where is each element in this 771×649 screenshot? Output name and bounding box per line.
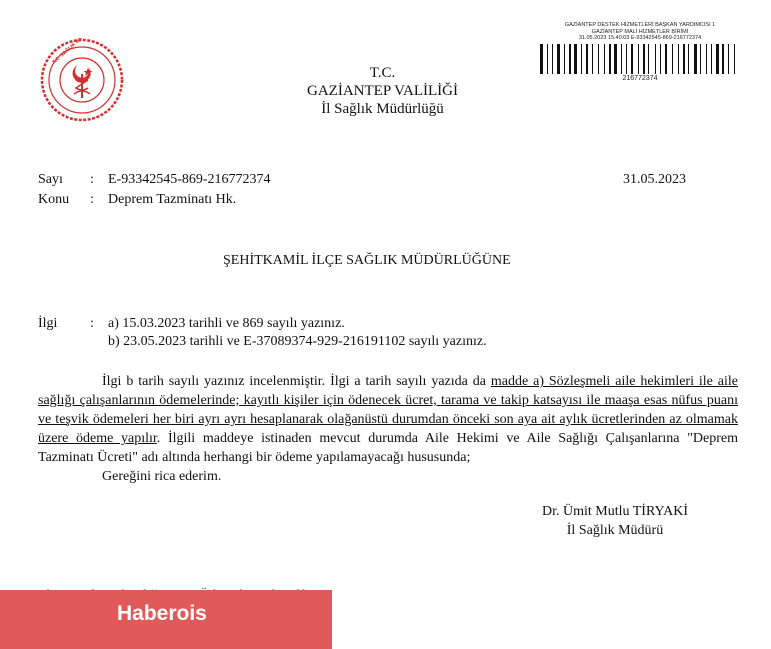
barcode-bar xyxy=(623,44,625,74)
letterhead xyxy=(260,64,505,118)
konu-colon: : xyxy=(90,192,94,207)
ilgi-b: b) 23.05.2023 tarihli ve E-37089374-929-216191102 sayılı yazınız. xyxy=(108,334,487,349)
barcode-bar xyxy=(592,44,593,74)
barcode-bar xyxy=(641,44,642,74)
barcode-bar xyxy=(609,44,611,74)
barcode-bar xyxy=(569,44,571,74)
barcode-bar xyxy=(665,44,667,74)
barcode-block xyxy=(540,22,740,82)
header-valilik: GAZİANTEP VALİLİĞİ xyxy=(307,83,458,99)
konu-label: Konu xyxy=(38,192,70,207)
recipient: ŞEHİTKAMİL İLÇE SAĞLIK MÜDÜRLÜĞÜNE xyxy=(223,253,511,268)
body-conclusion: . İlgili maddeye istinaden mevcut durumda Aile Hekimi ve Aile Sağlığı Çalışanlarına "Deprem Tazminatı Ücreti" adı altında herhangi bir ödeme yapılamayacağı hususunda; xyxy=(38,431,738,465)
barcode-bar xyxy=(544,44,545,74)
closing-line: Gereğini rica ederim. xyxy=(102,469,222,484)
barcode-bar xyxy=(583,44,585,74)
sayi-colon: : xyxy=(90,172,94,187)
barcode-bar xyxy=(572,44,573,74)
barcode-bar xyxy=(708,44,710,74)
body-intro: İlgi b tarih sayılı yazınız incelenmiştir. İlgi a tarih sayılı yazıda da xyxy=(102,374,491,389)
barcode-bar xyxy=(726,44,727,74)
barcode-bar xyxy=(614,44,617,74)
signatory-title: İl Sağlık Müdürü xyxy=(566,523,664,538)
ilgi-label: İlgi xyxy=(38,316,58,331)
barcode-bar xyxy=(646,44,647,74)
signature-block xyxy=(515,502,715,540)
barcode-bar xyxy=(554,44,555,74)
barcode-bar xyxy=(552,44,553,74)
barcode-bar xyxy=(581,44,582,74)
barcode-bar xyxy=(561,44,563,74)
sayi-value: E-93342545-869-216772374 xyxy=(108,172,271,187)
konu-value: Deprem Tazminatı Hk. xyxy=(108,192,237,207)
barcode-bar xyxy=(686,44,687,74)
header-mudurluk: İl Sağlık Müdürlüğü xyxy=(321,101,444,117)
barcode-bar xyxy=(638,44,639,74)
barcode-bar xyxy=(574,44,577,74)
logo-ring-text: T.C. SAĞLIK BAKANLIĞI xyxy=(51,38,99,66)
barcode-bar xyxy=(657,44,659,74)
barcode-bar xyxy=(631,44,633,74)
barcode-bar xyxy=(564,44,565,74)
barcode-bar xyxy=(604,44,605,74)
ministry-logo xyxy=(40,38,124,122)
barcode-bars xyxy=(540,44,740,74)
barcode-bar xyxy=(703,44,705,74)
document-date: 31.05.2023 xyxy=(623,172,686,187)
barcode-bar xyxy=(549,44,551,74)
barcode-bar xyxy=(598,44,599,74)
barcode-bar xyxy=(672,44,673,74)
barcode-line-3: 31.05.2023 15:40:03 E-93342545-869-216772374 xyxy=(578,35,702,41)
barcode-bar xyxy=(586,44,588,74)
brand-name: Haberois xyxy=(117,602,207,625)
barcode-bar xyxy=(711,44,712,74)
barcode-bar xyxy=(601,44,603,74)
barcode-bar xyxy=(683,44,685,74)
barcode-line-1: GAZİANTEP DESTEK HİZMETLERİ BAŞKAN YARDIMCISI 1 xyxy=(564,22,716,28)
barcode-bar xyxy=(557,44,560,74)
barcode-bar xyxy=(736,44,739,74)
barcode-bar xyxy=(716,44,719,74)
barcode-bar xyxy=(674,44,677,74)
barcode-bar xyxy=(621,44,622,74)
barcode-bar xyxy=(634,44,637,74)
barcode-bar xyxy=(663,44,664,74)
ilgi-colon: : xyxy=(90,316,94,331)
barcode-bar xyxy=(660,44,661,74)
barcode-bar xyxy=(655,44,656,74)
barcode-bar xyxy=(668,44,670,74)
barcode-number: 216772374 xyxy=(622,74,658,82)
barcode-bar xyxy=(648,44,649,74)
body-paragraph xyxy=(38,372,738,486)
barcode-bar xyxy=(643,44,645,74)
signatory-name: Dr. Ümit Mutlu TİRYAKİ xyxy=(542,504,688,519)
barcode-bar xyxy=(734,44,735,74)
barcode-bar xyxy=(594,44,597,74)
barcode-bar xyxy=(618,44,619,74)
barcode-bar xyxy=(694,44,697,74)
ilgi-a: a) 15.03.2023 tarihli ve 869 sayılı yazınız. xyxy=(108,316,345,331)
body-underlined-clause: madde a) Sözleşmeli aile hekimleri ile aile sağlığı çalışanlarının ödemelerinde; kayıtlı kişiler için ödenecek ücret, tarama ve takip katsayısı ile maaşa esas nüfus puanı ve teşvik ödemeleri her biri ayrı ayrı hesaplanarak olağanüstü durumdan önceki son aya ait aylık ücretlerinden az olmamak üzere ödeme yapılır xyxy=(38,374,738,446)
barcode-bar xyxy=(728,44,729,74)
barcode-bar xyxy=(680,44,681,74)
barcode-bar xyxy=(678,44,679,74)
barcode-bar xyxy=(720,44,721,74)
barcode-bar xyxy=(730,44,732,74)
barcode-bar xyxy=(612,44,613,74)
barcode-bar xyxy=(690,44,692,74)
barcode-bar xyxy=(722,44,724,74)
barcode-bar xyxy=(688,44,689,74)
barcode-bar xyxy=(651,44,654,74)
barcode-bar xyxy=(540,44,543,74)
barcode-bar xyxy=(626,44,627,74)
barcode-bar xyxy=(700,44,701,74)
barcode-line-2: GAZİANTEP MALİ HİZMETLER BİRİMİ xyxy=(591,28,689,35)
barcode-bar xyxy=(706,44,707,74)
barcode-bar xyxy=(547,44,548,74)
barcode-bar xyxy=(698,44,699,74)
barcode-bar xyxy=(628,44,629,74)
barcode-bar xyxy=(606,44,607,74)
barcode-bar xyxy=(714,44,715,74)
barcode-bar xyxy=(579,44,580,74)
header-tc: T.C. xyxy=(369,65,396,81)
sayi-label: Sayı xyxy=(38,172,63,187)
barcode-bar xyxy=(590,44,591,74)
barcode-bar xyxy=(566,44,567,74)
